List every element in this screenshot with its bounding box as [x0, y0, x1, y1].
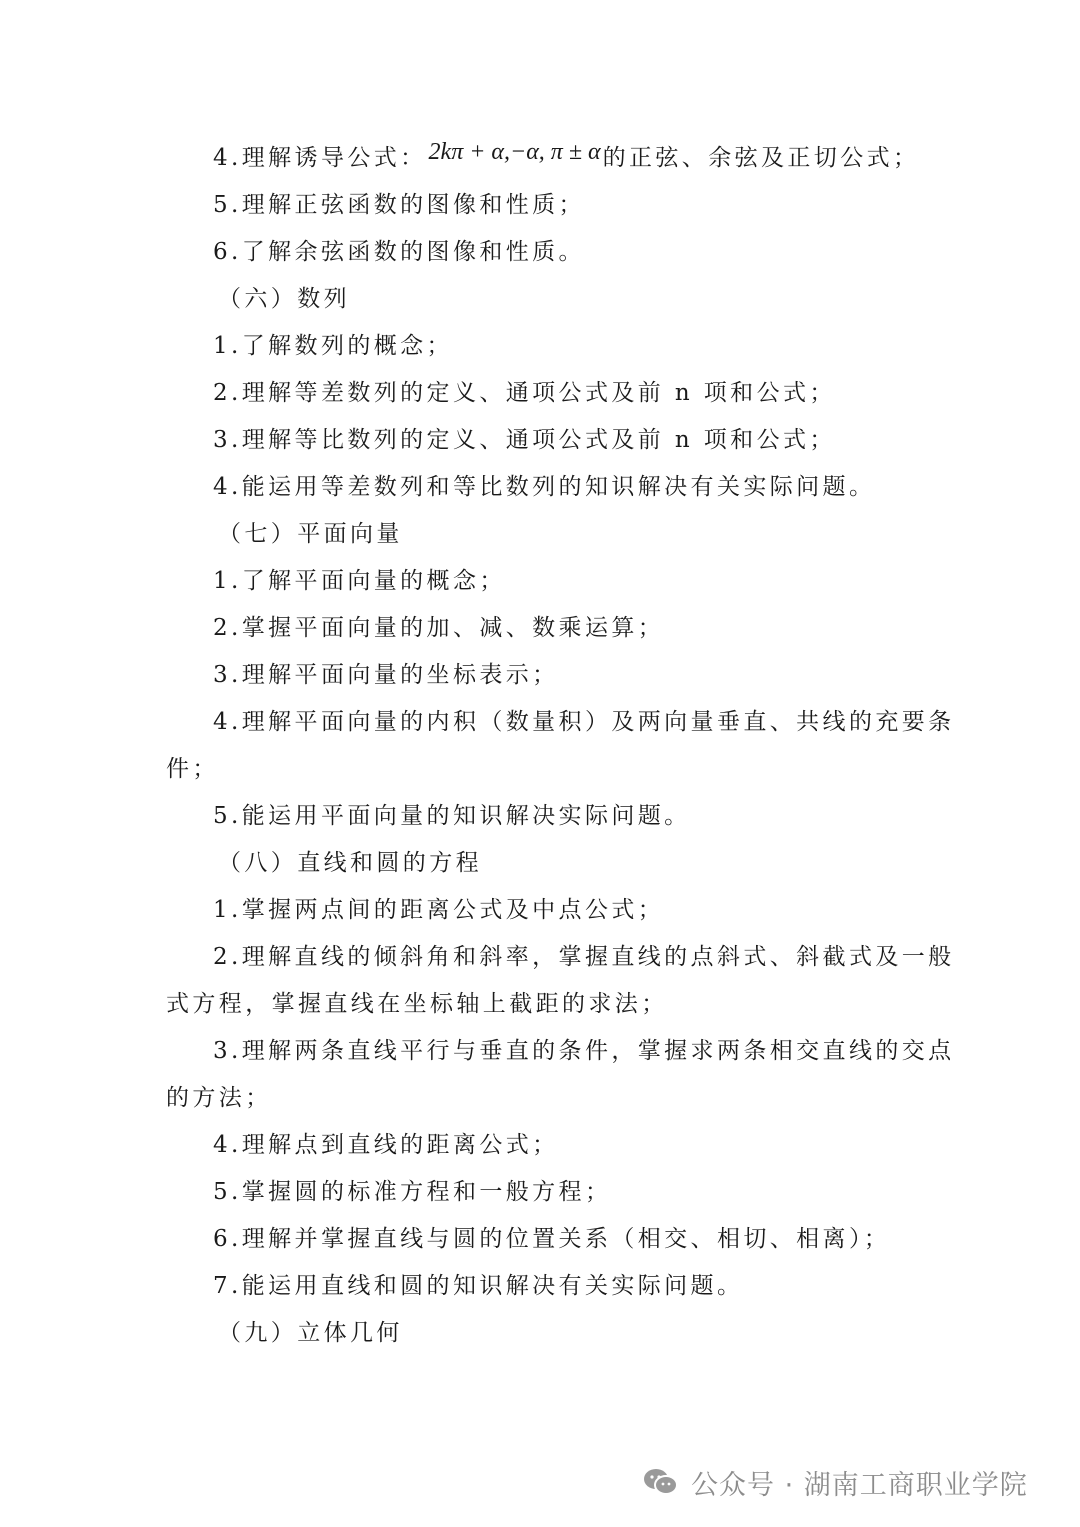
line-continuation: 的方法；: [166, 1085, 272, 1111]
list-item: 7.能运用直线和圆的知识解决有关实际问题。: [213, 1273, 744, 1299]
list-item: 2.理解直线的倾斜角和斜率，掌握直线的点斜式、斜截式及一般: [213, 944, 955, 970]
list-item: 2.理解等差数列的定义、通项公式及前 n 项和公式；: [213, 380, 836, 406]
list-item: 1.了解平面向量的概念；: [213, 568, 506, 594]
list-item: 4.理解点到直线的距离公式；: [213, 1132, 559, 1158]
item-text: 的正弦、余弦及正切公式；: [602, 145, 920, 171]
list-item: 4.能运用等差数列和等比数列的知识解决有关实际问题。: [213, 474, 876, 500]
list-item: 5.能运用平面向量的知识解决实际问题。: [213, 803, 691, 829]
list-item: 5.理解正弦函数的图像和性质；: [213, 192, 585, 218]
section-heading: （九）立体几何: [218, 1320, 403, 1346]
list-item: 2.掌握平面向量的加、减、数乘运算；: [213, 615, 665, 641]
section-heading: （八）直线和圆的方程: [218, 850, 482, 876]
list-item: 1.掌握两点间的距离公式及中点公式；: [213, 897, 665, 923]
list-item: 4.理解平面向量的内积（数量积）及两向量垂直、共线的充要条: [213, 709, 955, 735]
list-item: [166, 135, 918, 182]
line-continuation: 件；: [166, 756, 219, 782]
list-item: 3.理解等比数列的定义、通项公式及前 n 项和公式；: [213, 427, 836, 453]
list-item: 3.理解平面向量的坐标表示；: [213, 662, 559, 688]
list-item: 1.了解数列的概念；: [213, 333, 453, 359]
watermark-text: 公众号 · 湖南工商职业学院: [691, 1469, 1028, 1501]
section-heading: （七）平面向量: [218, 521, 403, 547]
list-item: 6.理解并掌握直线与圆的位置关系（相交、相切、相离）；: [213, 1226, 891, 1252]
wechat-icon: [643, 1467, 679, 1497]
item-text: 4.理解诱导公式：: [213, 145, 427, 171]
list-item: 5.掌握圆的标准方程和一般方程；: [213, 1179, 612, 1205]
list-item: 3.理解两条直线平行与垂直的条件，掌握求两条相交直线的交点: [213, 1038, 955, 1064]
document-body: [166, 135, 955, 1357]
list-item: 6.了解余弦函数的图像和性质。: [213, 239, 585, 265]
watermark: [643, 1460, 1028, 1504]
line-continuation: 式方程，掌握直线在坐标轴上截距的求法；: [166, 991, 668, 1017]
section-heading: （六）数列: [218, 286, 350, 312]
math-formula: 2kπ + α,−α, π ± α: [428, 139, 601, 165]
